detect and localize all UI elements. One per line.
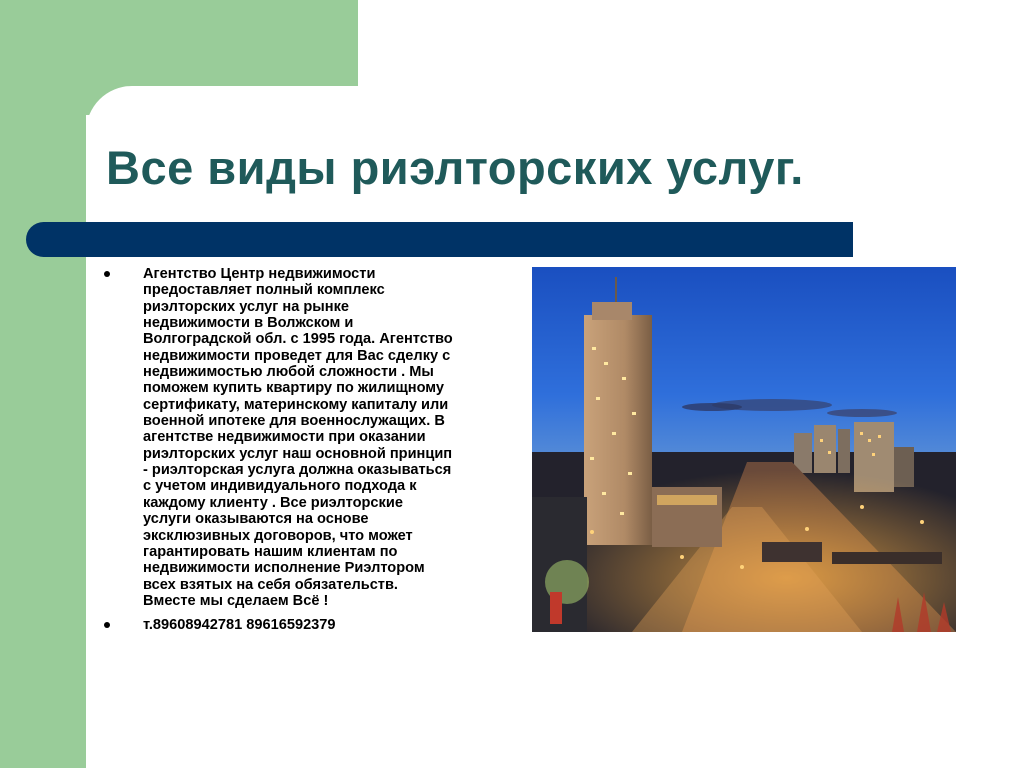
bullet-list bbox=[100, 266, 515, 634]
bullet-dot-icon bbox=[104, 622, 110, 628]
slide-title: Все виды риэлторских услуг. bbox=[106, 141, 804, 194]
city-night-photo bbox=[532, 267, 956, 632]
bullet-item-phone bbox=[100, 617, 515, 633]
agency-description-text: Агентство Центр недвижимости предоставляет полный комплекс риэлторских услуг на рынке недвижимости в Волжском и Волгоградской обл. с 1995 года. Агентство недвижимости проведет для Вас сделку с недвижимостью любой сложности . Мы поможем купить квартиру по жилищному сертификату, материнскому капиталу или военной ипотеке для военнослужащих. В агентстве недвижимости при оказании риэлторских услуг наш основной принцип - риэлторская услуга должна оказываться с учетом индивидуального подхода к каждому клиенту . Все риэлторские услуги оказываются на основе эксклюзивных договоров, что может гарантировать нашим клиентам по недвижимости исполнение Риэлтором всех взятых на себя обязательств. Вместе мы сделаем Всё ! bbox=[143, 266, 453, 609]
phone-numbers-text: т.89608942781 89616592379 bbox=[143, 617, 336, 634]
green-frame-left bbox=[0, 0, 86, 768]
bullet-dot-icon bbox=[104, 271, 110, 277]
title-underline-bar bbox=[26, 222, 853, 257]
bullet-item-description bbox=[100, 266, 515, 609]
